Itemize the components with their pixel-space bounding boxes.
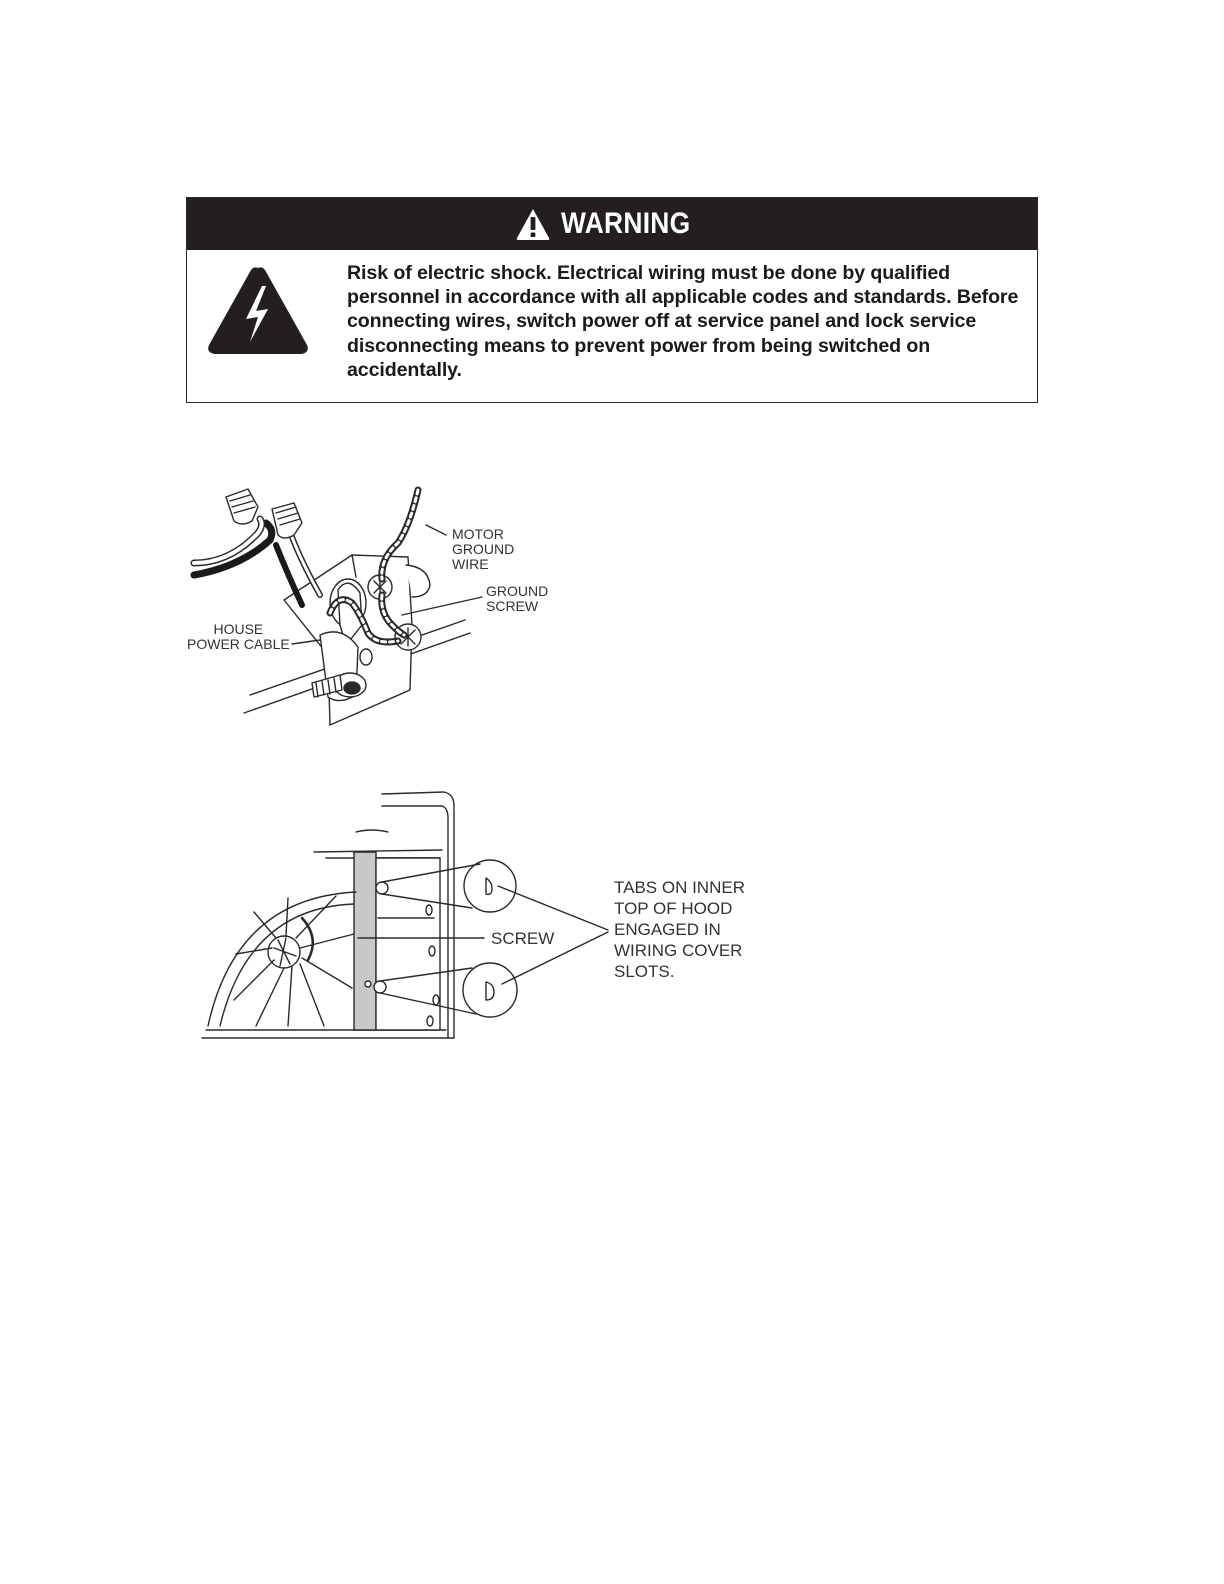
ground-wiring-figure — [180, 485, 560, 730]
house-power-cable-label: HOUSE POWER CABLE — [187, 621, 290, 652]
motor-ground-wire-label: MOTOR GROUND WIRE — [452, 526, 515, 572]
warning-title: WARNING — [561, 207, 691, 240]
ground-screw-label: GROUND SCREW — [486, 583, 549, 614]
screw-label: SCREW — [491, 929, 555, 948]
warning-text: Risk of electric shock. Electrical wiring must be done by qualified personnel in accordance with all applicable codes and standards. Before connecting wires, switch power off at service panel and lock service disconnecting means to prevent power from being switched on accidentally. — [347, 262, 1019, 381]
electric-shock-icon — [206, 264, 310, 358]
warning-triangle-icon — [515, 207, 551, 241]
warning-header — [187, 198, 1037, 250]
tabs-label: TABS ON INNER TOP OF HOOD ENGAGED IN WIRING COVER SLOTS. — [614, 878, 745, 981]
wiring-cover-figure — [196, 788, 756, 1046]
warning-box — [186, 197, 1038, 403]
